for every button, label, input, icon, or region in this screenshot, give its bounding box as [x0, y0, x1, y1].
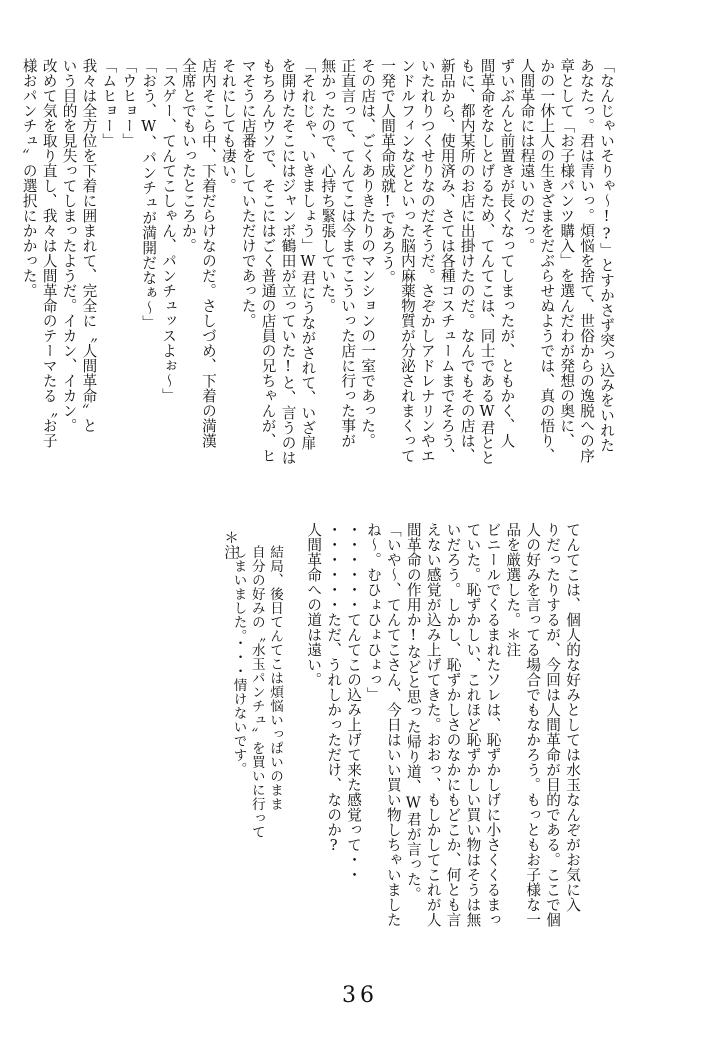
text-line: 「ウヒョー」 [120, 58, 138, 148]
text-line: 品を厳選した。＊注 [504, 522, 522, 657]
text-line: ・・・・・・ただ、うれしかっただけ、なのか? [325, 522, 343, 855]
text-line: いだろう。しかし、恥ずかしさのなかにもどこか、何とも言 [444, 522, 462, 927]
text-line: 結局、後日てんてこは煩悩いっぱいのまま [267, 545, 283, 811]
text-line: 「スゲー、てんてこしゃん、パンチュッスよぉ〜」 [160, 58, 178, 403]
text-line: ・・・・・・てんてこの込み上げて来た感覚って・・ [345, 522, 363, 882]
text-line: 正直言って、てんてこは今までこういった店に行った事が [339, 58, 357, 448]
footnote-text [229, 545, 284, 865]
text-line: かの一休上人の生きざまをだぶらせぬようでは、真の悟り、 [538, 58, 556, 463]
text-line: 我々は全方位を下着に囲まれて、完全に〝人間革命〟と [80, 58, 98, 433]
text-line: ね〜。むひょひょひょっ」 [364, 522, 382, 702]
text-line: 人間革命には程遠いのだっ。 [518, 58, 536, 253]
text-line: 間革命をなしとげるため、てんてこは、同士であるW君とと [478, 58, 496, 466]
text-line: 様おパンチュ〟の選択にかかった。 [20, 58, 38, 298]
text-line: ずいぶんと前置きが長くなってしまったが、ともかく、人 [498, 58, 516, 448]
continued-text-block [303, 522, 582, 942]
text-line: もに、都内某所のお店に出掛けたのだ。なんでもその店は、 [458, 58, 476, 463]
text-line: もちろんウソで、そこにはごく普通の店員の兄ちゃんが、ヒ [259, 58, 277, 463]
text-line: 一発で人間革命成就!であろう。 [379, 58, 397, 286]
text-line: を開けたそこにはジャンボ鶴田が立っていた!と、言うのは [279, 58, 297, 466]
text-line: 店内そこら中、下着だらけなのだ。さしづめ、下着の満漢 [199, 58, 217, 448]
text-line: いたれりつくせりなのだそうだ。さぞかしアドレナリンやエ [418, 58, 436, 463]
text-line: 「おう、W、パンチュが満開だなぁ〜」 [140, 58, 158, 331]
text-line: えない感覚が込み上げてきた。おおっ、もしかしてこれが人 [424, 522, 442, 927]
text-line: 「ムヒョー」 [100, 58, 118, 148]
text-line: ンドルフィンなどといった脳内麻薬物質が分泌されまくって [398, 58, 416, 463]
text-line: 「それじゃ、いきましょう」W君にうながされて、いざ扉 [299, 58, 317, 451]
text-line: りだったりするが、今回は人間革命が目的である。ここで個 [544, 522, 562, 927]
text-line: 章として「お子様パンツ購入」を選んだわが発想の奥に、 [558, 58, 576, 448]
text-line: いう目的を見失ってしまったようだ。イカン、イカン。 [60, 58, 78, 433]
text-line: あなたっ。君は青いっ。煩悩を捨て、世俗からの逸脱への序 [578, 58, 596, 463]
page-number: 36 [342, 983, 378, 1008]
text-line: ビニールでくるまれたソレは、恥ずかしげに小さくくるまっ [484, 522, 502, 927]
text-line: 「なんじゃいそりゃ〜!?」とすかさず突っ込みをいれた [598, 58, 615, 453]
text-line: 人の好みを言ってる場合でもなかろう。もっともお子様な一 [524, 522, 542, 927]
text-line: しまいました。・・・情けないです。 [230, 545, 247, 777]
text-line: てんてこは、個人的な好みとしては水玉なんぞがお気に入 [564, 522, 581, 912]
text-line: 新品から、使用済み、さては各種コスチュームまでそろう、 [438, 58, 456, 463]
text-line: 改めて気を取り直し、我々は人間革命のテーマたる〝お子 [40, 58, 58, 448]
text-line: それにしても凄い。 [219, 58, 237, 193]
text-line: その店は、ごくありきたりのマンションの一室であった。 [359, 58, 377, 448]
text-line: 間革命の作用か!などと思った帰り道、W君が言った。 [404, 522, 422, 902]
text-line: 自分の好みの〝水玉パンチュ〟を買いに行って [248, 545, 265, 839]
text-line: ていた。恥ずかしい、これほど恥ずかしい買い物はそうは無 [464, 522, 482, 927]
text-line: マそうに店番をしていただけであった。 [239, 58, 257, 328]
text-line: 「いや〜、てんてこさん、今日はいい買い物しちゃいました [384, 522, 402, 927]
text-line: 人間革命への道は遠い。 [305, 522, 323, 687]
main-text-block [19, 58, 616, 510]
text-line: 無かったので、心持ち緊張していた。 [319, 58, 337, 313]
footnote-mark: ＊注 [222, 530, 239, 560]
text-line: 全席とでもいったところか。 [179, 58, 197, 253]
